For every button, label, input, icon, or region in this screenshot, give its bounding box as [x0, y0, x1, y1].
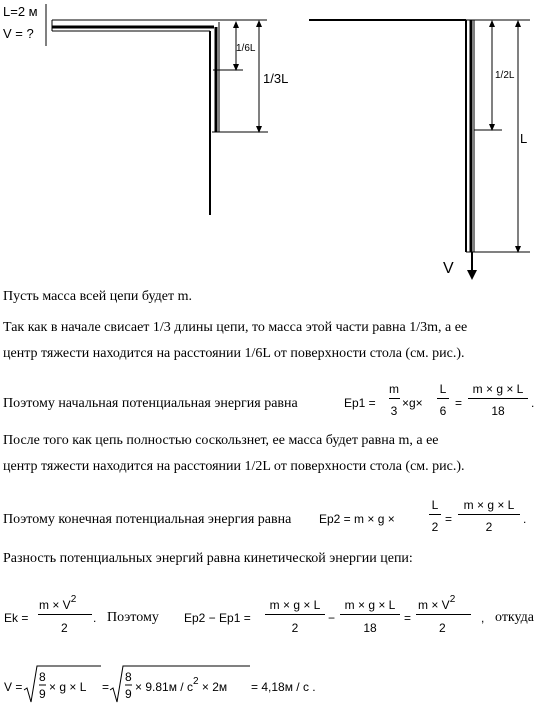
- eq3-minus: −: [328, 611, 336, 625]
- eq3-f3-den: 18: [363, 621, 377, 635]
- eq2-f2-num: m × g × L: [463, 498, 515, 512]
- eq1-f3-bar: [468, 398, 528, 399]
- eq3-f4-num: $m \times V^2$: [418, 594, 456, 612]
- left-dimensions: [213, 20, 268, 133]
- eq1-f2-den: 6: [439, 404, 447, 418]
- label-left-1-6L: 1/6L: [236, 43, 256, 54]
- para-final-2: центр тяжести находится на расстоянии 1/2L от поверхности стола (см. рис.).: [3, 459, 465, 474]
- eq3-f2-den: 2: [291, 621, 299, 635]
- eq1-equals: =: [455, 396, 463, 410]
- right-table: [309, 20, 530, 252]
- eq4-r1-rest: × g × L: [49, 680, 87, 694]
- eq1-end: .: [531, 396, 535, 410]
- para-final-energy: Поэтому конечная потенциальная энергия равна: [3, 512, 292, 527]
- eq3-equals: =: [404, 611, 412, 625]
- given-length: L=2 м: [3, 4, 38, 19]
- eq4-r1-den: 9: [39, 687, 46, 701]
- para-initial-2: центр тяжести находится на расстоянии 1/6L от поверхности стола (см. рис.).: [3, 346, 465, 361]
- eq1-f2-num: L: [439, 382, 447, 396]
- eq1-f3-den: 18: [491, 404, 505, 418]
- eq4-result: = 4,18м / c .: [251, 680, 316, 694]
- given-velocity: V = ?: [3, 26, 34, 41]
- eq2-f1-den: 2: [431, 520, 439, 534]
- eq2-end: .: [523, 512, 527, 526]
- para-final-1: После того как цепь полностью соскользнет, ее масса будет равна m, а ее: [3, 433, 439, 448]
- eq3-whence: откуда: [495, 610, 534, 625]
- eq3-f3-bar: [340, 614, 400, 615]
- eq1-lhs: Ep1 =: [344, 396, 376, 410]
- eq3-lhs: Ek =: [4, 611, 29, 625]
- right-dimensions: [474, 20, 521, 253]
- para-mass: Пусть масса всей цепи будет m.: [3, 289, 192, 304]
- eq2-f2-bar: [458, 514, 520, 515]
- eq3-f1-bar: [38, 614, 92, 615]
- eq3-end: .: [93, 611, 97, 625]
- eq3-f3-num: m × g × L: [344, 598, 396, 612]
- velocity-arrow: [467, 252, 477, 280]
- eq3-mid: Ep2 − Ep1 =: [184, 611, 251, 625]
- chain-diagram: [0, 0, 537, 280]
- eq2-f2-den: 2: [485, 520, 493, 534]
- eq4-equals: =: [102, 680, 110, 694]
- eq1-f1-bar: [389, 398, 400, 399]
- eq3-f1-den: 2: [61, 621, 68, 635]
- para-initial-1: Так как в начале свисает 1/3 длины цепи, то масса этой части равна 1/3m, а ее: [3, 320, 468, 335]
- para-initial-energy: Поэтому начальная потенциальная энергия равна: [3, 396, 298, 411]
- eq1-f1-den: 3: [390, 404, 398, 418]
- eq1-f3-num: m × g × L: [472, 382, 524, 396]
- left-chain: [212, 22, 219, 132]
- eq3-f2-bar: [265, 614, 325, 615]
- eq2-f1-num: L: [431, 498, 439, 512]
- eq3-therefore: Поэтому: [107, 610, 159, 625]
- eq2-equals: =: [445, 512, 453, 526]
- eq2-f1-bar: [429, 514, 441, 515]
- eq3-f1-num: $m \times V^2$: [39, 594, 77, 612]
- eq3-comma: ,: [481, 611, 485, 625]
- eq1-f1-num: m: [389, 382, 399, 396]
- eq4-r2-num: 8: [125, 670, 132, 684]
- eq3-f4-bar: [416, 614, 471, 615]
- eq4-r2-rest: × $9.81м / c^2 \times 2м$: [135, 676, 228, 694]
- eq1-times: ×g×: [402, 396, 423, 410]
- eq1-f2-bar: [437, 398, 449, 399]
- eq2-lhs: Ep2 = m × g ×: [319, 512, 395, 526]
- label-right-1-2L: 1/2L: [495, 70, 515, 81]
- left-table: [52, 20, 267, 215]
- eq3-f4-den: 2: [439, 621, 446, 635]
- para-difference: Разность потенциальных энергий равна кинетической энергии цепи:: [3, 551, 413, 566]
- eq3-f2-num: m × g × L: [269, 598, 321, 612]
- eq4-r2-den: 9: [125, 687, 132, 701]
- eq4-lhs: V =: [4, 680, 23, 694]
- label-left-1-3L: 1/3L: [263, 71, 289, 86]
- label-velocity: V: [443, 260, 454, 277]
- eq4-r1-num: 8: [39, 670, 46, 684]
- label-right-L: L: [520, 131, 528, 146]
